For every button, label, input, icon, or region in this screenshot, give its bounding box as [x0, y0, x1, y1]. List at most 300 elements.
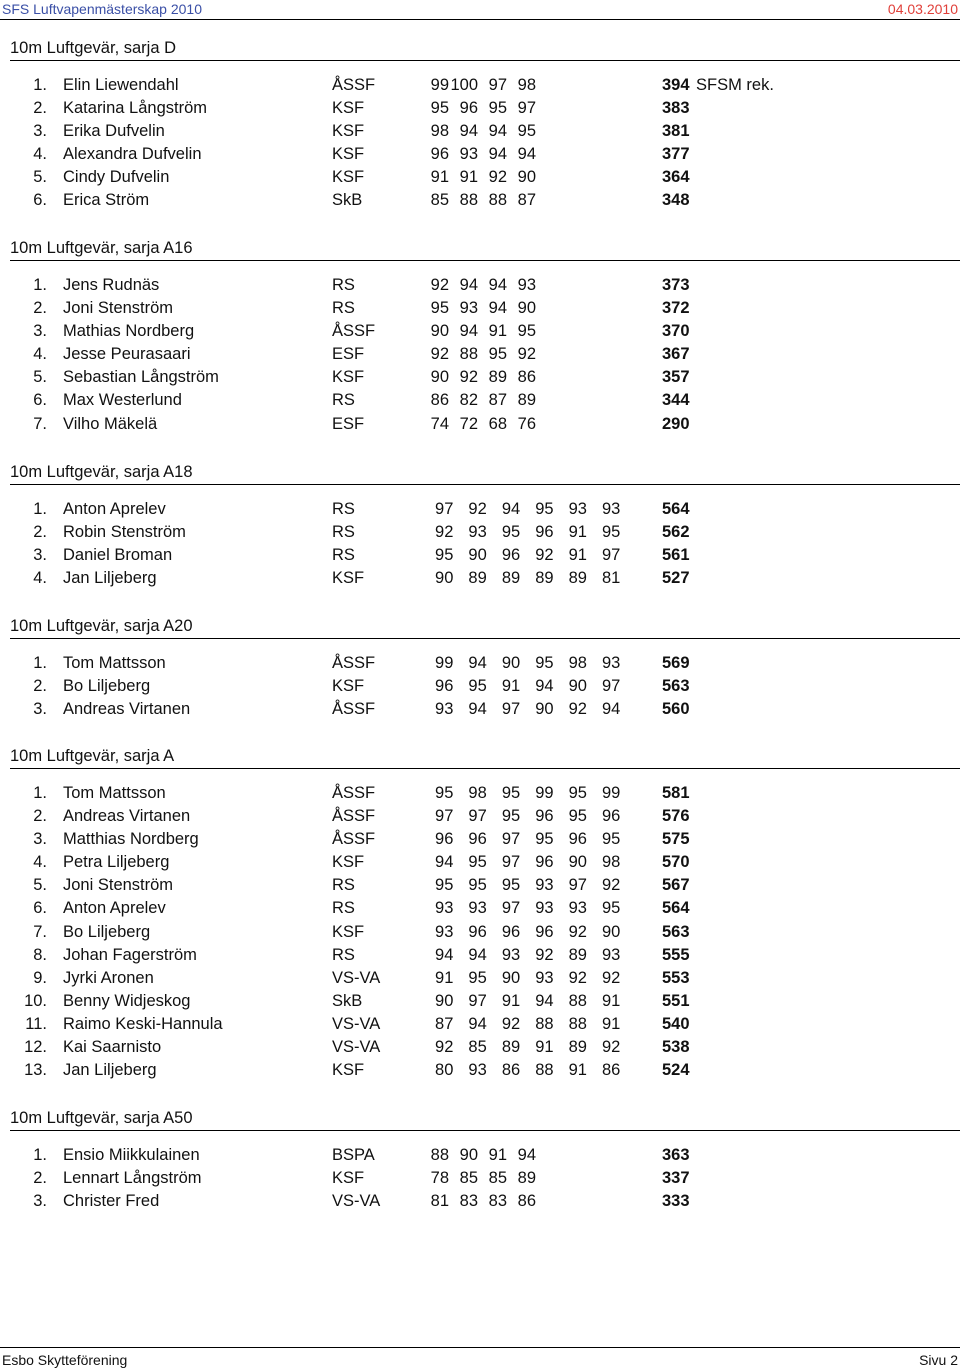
- table-row: [0, 144, 960, 167]
- series-score: 85: [488, 1169, 507, 1188]
- series-score: 93: [459, 299, 478, 318]
- scores-cell: [420, 1191, 536, 1211]
- name-cell: Johan Fagerström: [63, 945, 197, 964]
- series-score: 90: [435, 569, 454, 588]
- club-cell: RS: [332, 523, 355, 542]
- results-table: [0, 783, 960, 1083]
- rank-cell: 1.: [33, 76, 47, 94]
- series-score: 97: [517, 99, 536, 118]
- rank-cell: 5.: [33, 876, 47, 895]
- series-score: 89: [568, 569, 587, 588]
- rank-cell: 5.: [33, 368, 47, 387]
- series-score: 94: [601, 700, 621, 719]
- series-score: 92: [601, 968, 621, 987]
- series-score: 92: [601, 1038, 621, 1057]
- total-cell: 337: [662, 1169, 690, 1188]
- name-cell: Anton Aprelev: [63, 899, 166, 918]
- series-score: 91: [435, 968, 454, 987]
- rank-cell: 9.: [33, 968, 47, 987]
- series-score: 97: [501, 700, 521, 719]
- series-score: 92: [435, 1038, 454, 1057]
- series-score: 95: [468, 968, 487, 987]
- page-footer: [0, 1344, 960, 1369]
- rank-cell: 2.: [33, 99, 47, 118]
- series-score: 91: [501, 991, 521, 1010]
- name-cell: Joni Stenström: [63, 299, 174, 318]
- table-row: [0, 676, 960, 699]
- scores-cell: [420, 945, 620, 965]
- club-cell: VS-VA: [332, 1192, 381, 1211]
- rank-cell: 7.: [33, 922, 47, 941]
- series-score: 88: [568, 991, 587, 1010]
- series-score: 93: [601, 654, 621, 672]
- rank-cell: 3.: [33, 700, 47, 719]
- rank-cell: 2.: [33, 677, 47, 696]
- club-cell: ÅSSF: [332, 654, 376, 672]
- total-cell: 561: [662, 546, 690, 565]
- section-divider: [10, 768, 960, 769]
- series-score: 92: [430, 345, 449, 364]
- section-divider: [10, 484, 960, 485]
- club-cell: VS-VA: [332, 1014, 381, 1033]
- section-title: 10m Luftgevär, sarja A20: [10, 617, 193, 635]
- series-score: 94: [488, 276, 507, 294]
- scores-cell: [420, 829, 620, 849]
- series-score: 95: [435, 876, 454, 895]
- series-score: 95: [488, 345, 507, 364]
- club-cell: RS: [332, 876, 355, 895]
- series-score: 95: [601, 899, 621, 918]
- series-score: 90: [430, 368, 449, 387]
- table-row: [0, 367, 960, 390]
- header-divider: [0, 19, 960, 20]
- series-score: 94: [501, 500, 521, 518]
- rank-cell: 11.: [25, 1014, 47, 1033]
- scores-cell: [420, 298, 536, 318]
- table-row: [0, 98, 960, 121]
- series-score: 85: [430, 191, 449, 210]
- series-score: 96: [501, 922, 521, 941]
- rank-cell: 13.: [24, 1061, 47, 1080]
- series-score: 91: [488, 322, 507, 341]
- series-score: 97: [435, 500, 454, 518]
- scores-cell: [420, 898, 620, 918]
- table-row: [0, 1191, 960, 1214]
- table-row: [0, 545, 960, 568]
- series-score: 95: [568, 784, 587, 802]
- series-score: 90: [501, 654, 521, 672]
- club-cell: RS: [332, 391, 355, 410]
- club-cell: RS: [332, 945, 355, 964]
- series-score: 92: [601, 876, 621, 895]
- series-score: 96: [435, 677, 454, 696]
- table-row: [0, 875, 960, 898]
- name-cell: Benny Widjeskog: [63, 991, 191, 1010]
- series-score: 99: [435, 654, 454, 672]
- series-score: 93: [435, 899, 454, 918]
- series-score: 89: [501, 569, 521, 588]
- series-score: 95: [568, 807, 587, 826]
- table-row: [0, 968, 960, 991]
- series-score: 88: [535, 1061, 554, 1080]
- club-cell: ÅSSF: [332, 322, 376, 341]
- club-cell: RS: [332, 899, 355, 918]
- series-score: 93: [468, 899, 487, 918]
- total-cell: 367: [662, 345, 690, 364]
- series-score: 95: [535, 500, 554, 518]
- series-score: 99: [430, 76, 449, 94]
- series-score: 95: [601, 830, 621, 849]
- club-cell: BSPA: [332, 1146, 375, 1164]
- series-score: 90: [501, 968, 521, 987]
- section-title: 10m Luftgevär, sarja A16: [10, 239, 193, 257]
- scores-cell: [420, 991, 620, 1011]
- series-score: 93: [601, 500, 621, 518]
- series-score: 88: [459, 345, 478, 364]
- scores-cell: [420, 699, 620, 719]
- series-score: 90: [517, 168, 536, 187]
- table-row: [0, 653, 960, 676]
- total-cell: 348: [662, 191, 690, 210]
- club-cell: SkB: [332, 991, 363, 1010]
- table-row: [0, 829, 960, 852]
- series-score: 88: [535, 1014, 554, 1033]
- page-header: [0, 0, 960, 18]
- scores-cell: [420, 144, 536, 164]
- series-score: 88: [430, 1146, 449, 1164]
- rank-cell: 10.: [24, 991, 47, 1010]
- scores-cell: [420, 275, 536, 295]
- series-score: 95: [501, 807, 521, 826]
- series-score: 95: [501, 876, 521, 895]
- scores-cell: [420, 414, 536, 434]
- club-cell: ESF: [332, 414, 365, 433]
- series-score: 94: [435, 853, 454, 872]
- document-date: 04.03.2010: [887, 1, 958, 17]
- series-score: 92: [459, 368, 478, 387]
- series-score: 97: [435, 807, 454, 826]
- name-cell: Tom Mattsson: [63, 784, 166, 802]
- rank-cell: 1.: [33, 1146, 47, 1164]
- series-score: 86: [501, 1061, 521, 1080]
- series-score: 89: [517, 391, 536, 410]
- total-cell: 567: [662, 876, 690, 895]
- series-score: 95: [535, 830, 554, 849]
- series-score: 93: [468, 523, 487, 542]
- series-score: 97: [501, 830, 521, 849]
- series-score: 81: [601, 569, 621, 588]
- table-row: [0, 414, 960, 437]
- total-cell: 551: [662, 991, 690, 1010]
- table-row: [0, 991, 960, 1014]
- page-number: Sivu 2: [919, 1352, 958, 1368]
- series-score: 89: [568, 1038, 587, 1057]
- section-title: 10m Luftgevär, sarja A50: [10, 1109, 193, 1127]
- series-score: 94: [517, 1146, 536, 1164]
- name-cell: Kai Saarnisto: [63, 1038, 162, 1057]
- name-cell: Joni Stenström: [63, 876, 174, 895]
- rank-cell: 2.: [33, 299, 47, 318]
- series-score: 88: [568, 1014, 587, 1033]
- results-table: [0, 499, 960, 591]
- series-score: 90: [435, 991, 454, 1010]
- series-score: 94: [459, 322, 478, 341]
- series-score: 95: [501, 523, 521, 542]
- club-cell: ESF: [332, 345, 365, 364]
- series-score: 74: [430, 414, 449, 433]
- series-score: 96: [535, 922, 554, 941]
- name-cell: Bo Liljeberg: [63, 677, 151, 696]
- club-cell: KSF: [332, 569, 365, 588]
- total-cell: 290: [662, 414, 690, 433]
- series-score: 95: [488, 99, 507, 118]
- series-score: 89: [501, 1038, 521, 1057]
- total-cell: 377: [662, 145, 690, 164]
- table-row: [0, 1014, 960, 1037]
- document-title: SFS Luftvapenmästerskap 2010: [2, 1, 203, 17]
- series-score: 91: [501, 677, 521, 696]
- series-score: 92: [568, 922, 587, 941]
- total-cell: 569: [662, 654, 690, 672]
- name-cell: Daniel Broman: [63, 546, 173, 565]
- club-cell: VS-VA: [332, 968, 381, 987]
- series-score: 85: [459, 1169, 478, 1188]
- series-score: 72: [459, 414, 478, 433]
- scores-cell: [420, 852, 620, 872]
- club-cell: VS-VA: [332, 1038, 381, 1057]
- name-cell: Sebastian Långström: [63, 368, 219, 387]
- table-row: [0, 499, 960, 522]
- series-score: 96: [501, 546, 521, 565]
- club-cell: ÅSSF: [332, 784, 376, 802]
- series-score: 95: [468, 677, 487, 696]
- table-row: [0, 568, 960, 591]
- total-cell: 524: [662, 1061, 690, 1080]
- rank-cell: 3.: [33, 830, 47, 849]
- name-cell: Elin Liewendahl: [63, 76, 179, 94]
- series-score: 96: [468, 830, 487, 849]
- total-cell: 564: [662, 500, 690, 518]
- scores-cell: [420, 499, 620, 519]
- club-cell: ÅSSF: [332, 700, 376, 719]
- name-cell: Alexandra Dufvelin: [63, 145, 202, 164]
- table-row: [0, 275, 960, 298]
- club-cell: KSF: [332, 922, 365, 941]
- scores-cell: [420, 121, 536, 141]
- series-score: 100: [450, 76, 478, 94]
- series-score: 94: [468, 654, 487, 672]
- table-row: [0, 321, 960, 344]
- series-score: 97: [601, 677, 621, 696]
- total-cell: 555: [662, 945, 690, 964]
- table-row: [0, 121, 960, 144]
- club-cell: KSF: [332, 853, 365, 872]
- series-score: 94: [488, 145, 507, 164]
- series-score: 91: [535, 1038, 554, 1057]
- section-divider: [10, 260, 960, 261]
- series-score: 92: [468, 500, 487, 518]
- results-table: [0, 1145, 960, 1214]
- club-cell: SkB: [332, 191, 363, 210]
- series-score: 93: [501, 945, 521, 964]
- results-table: [0, 275, 960, 437]
- series-score: 96: [601, 807, 621, 826]
- series-score: 91: [568, 546, 587, 565]
- series-score: 95: [435, 546, 454, 565]
- series-score: 88: [488, 191, 507, 210]
- club-cell: RS: [332, 500, 355, 518]
- total-cell: 381: [662, 122, 690, 141]
- series-score: 82: [459, 391, 478, 410]
- series-score: 95: [430, 299, 449, 318]
- series-score: 93: [535, 968, 554, 987]
- series-score: 93: [435, 922, 454, 941]
- name-cell: Ensio Miikkulainen: [63, 1146, 200, 1164]
- club-cell: KSF: [332, 145, 365, 164]
- results-table: [0, 75, 960, 214]
- rank-cell: 5.: [33, 168, 47, 187]
- series-score: 95: [468, 876, 487, 895]
- series-score: 95: [430, 99, 449, 118]
- club-cell: ÅSSF: [332, 807, 376, 826]
- series-score: 93: [535, 899, 554, 918]
- table-row: [0, 344, 960, 367]
- series-score: 93: [568, 500, 587, 518]
- section-title: 10m Luftgevär, sarja A18: [10, 463, 193, 481]
- series-score: 91: [568, 523, 587, 542]
- scores-cell: [420, 968, 620, 988]
- total-cell: 372: [662, 299, 690, 318]
- series-score: 96: [535, 853, 554, 872]
- total-cell: 357: [662, 368, 690, 387]
- table-row: [0, 783, 960, 806]
- series-score: 90: [459, 1146, 478, 1164]
- name-cell: Andreas Virtanen: [63, 700, 191, 719]
- rank-cell: 3.: [33, 546, 47, 565]
- total-cell: 563: [662, 677, 690, 696]
- series-score: 89: [568, 945, 587, 964]
- total-cell: 344: [662, 391, 690, 410]
- series-score: 86: [601, 1061, 621, 1080]
- series-score: 94: [488, 122, 507, 141]
- name-cell: Robin Stenström: [63, 523, 186, 542]
- total-cell: 563: [662, 922, 690, 941]
- series-score: 90: [430, 322, 449, 341]
- section-title: 10m Luftgevär, sarja D: [10, 39, 176, 57]
- series-score: 90: [568, 853, 587, 872]
- name-cell: Jan Liljeberg: [63, 1061, 157, 1080]
- scores-cell: [420, 98, 536, 118]
- total-cell: 363: [662, 1146, 690, 1164]
- footer-club: Esbo Skytteförening: [2, 1352, 128, 1368]
- series-score: 99: [601, 784, 621, 802]
- series-score: 86: [430, 391, 449, 410]
- series-score: 89: [535, 569, 554, 588]
- name-cell: Jesse Peurasaari: [63, 345, 191, 364]
- rank-cell: 2.: [33, 523, 47, 542]
- club-cell: RS: [332, 546, 355, 565]
- series-score: 92: [501, 1014, 521, 1033]
- table-row: [0, 699, 960, 722]
- record-note: SFSM rek.: [696, 76, 774, 94]
- total-cell: 581: [662, 784, 690, 802]
- scores-cell: [420, 1145, 536, 1165]
- rank-cell: 1.: [33, 784, 47, 802]
- rank-cell: 4.: [33, 569, 47, 588]
- table-row: [0, 390, 960, 413]
- section-title: 10m Luftgevär, sarja A: [10, 747, 175, 765]
- series-score: 95: [501, 784, 521, 802]
- series-score: 83: [488, 1192, 507, 1211]
- rank-cell: 4.: [33, 145, 47, 164]
- series-score: 94: [517, 145, 536, 164]
- scores-cell: [420, 653, 620, 673]
- total-cell: 570: [662, 853, 690, 872]
- series-score: 97: [601, 546, 621, 565]
- name-cell: Cindy Dufvelin: [63, 168, 170, 187]
- series-score: 98: [568, 654, 587, 672]
- series-score: 76: [517, 414, 536, 433]
- name-cell: Petra Liljeberg: [63, 853, 170, 872]
- series-score: 91: [568, 1061, 587, 1080]
- rank-cell: 6.: [33, 899, 47, 918]
- series-score: 81: [430, 1192, 449, 1211]
- total-cell: 364: [662, 168, 690, 187]
- series-score: 92: [568, 968, 587, 987]
- scores-cell: [420, 522, 620, 542]
- series-score: 92: [435, 523, 454, 542]
- series-score: 89: [517, 1169, 536, 1188]
- series-score: 92: [535, 546, 554, 565]
- series-score: 90: [601, 922, 621, 941]
- table-row: [0, 167, 960, 190]
- scores-cell: [420, 1060, 620, 1080]
- total-cell: 562: [662, 523, 690, 542]
- series-score: 97: [488, 76, 507, 94]
- total-cell: 553: [662, 968, 690, 987]
- table-row: [0, 75, 960, 98]
- rank-cell: 2.: [33, 1169, 47, 1188]
- total-cell: 564: [662, 899, 690, 918]
- club-cell: KSF: [332, 677, 365, 696]
- table-row: [0, 945, 960, 968]
- series-score: 94: [488, 299, 507, 318]
- rank-cell: 4.: [33, 853, 47, 872]
- scores-cell: [420, 190, 536, 210]
- rank-cell: 6.: [33, 391, 47, 410]
- total-cell: 527: [662, 569, 690, 588]
- series-score: 94: [459, 122, 478, 141]
- name-cell: Vilho Mäkelä: [63, 414, 158, 433]
- series-score: 92: [517, 345, 536, 364]
- name-cell: Matthias Nordberg: [63, 830, 199, 849]
- name-cell: Erika Dufvelin: [63, 122, 165, 141]
- series-score: 94: [468, 1014, 487, 1033]
- rank-cell: 8.: [33, 945, 47, 964]
- rank-cell: 12.: [24, 1038, 47, 1057]
- series-score: 93: [568, 899, 587, 918]
- name-cell: Jyrki Aronen: [63, 968, 154, 987]
- table-row: [0, 1168, 960, 1191]
- name-cell: Lennart Långström: [63, 1169, 202, 1188]
- series-score: 91: [601, 1014, 621, 1033]
- club-cell: ÅSSF: [332, 830, 376, 849]
- series-score: 90: [568, 677, 587, 696]
- club-cell: ÅSSF: [332, 76, 376, 94]
- rank-cell: 1.: [33, 500, 47, 518]
- series-score: 94: [459, 276, 478, 294]
- name-cell: Erica Ström: [63, 191, 150, 210]
